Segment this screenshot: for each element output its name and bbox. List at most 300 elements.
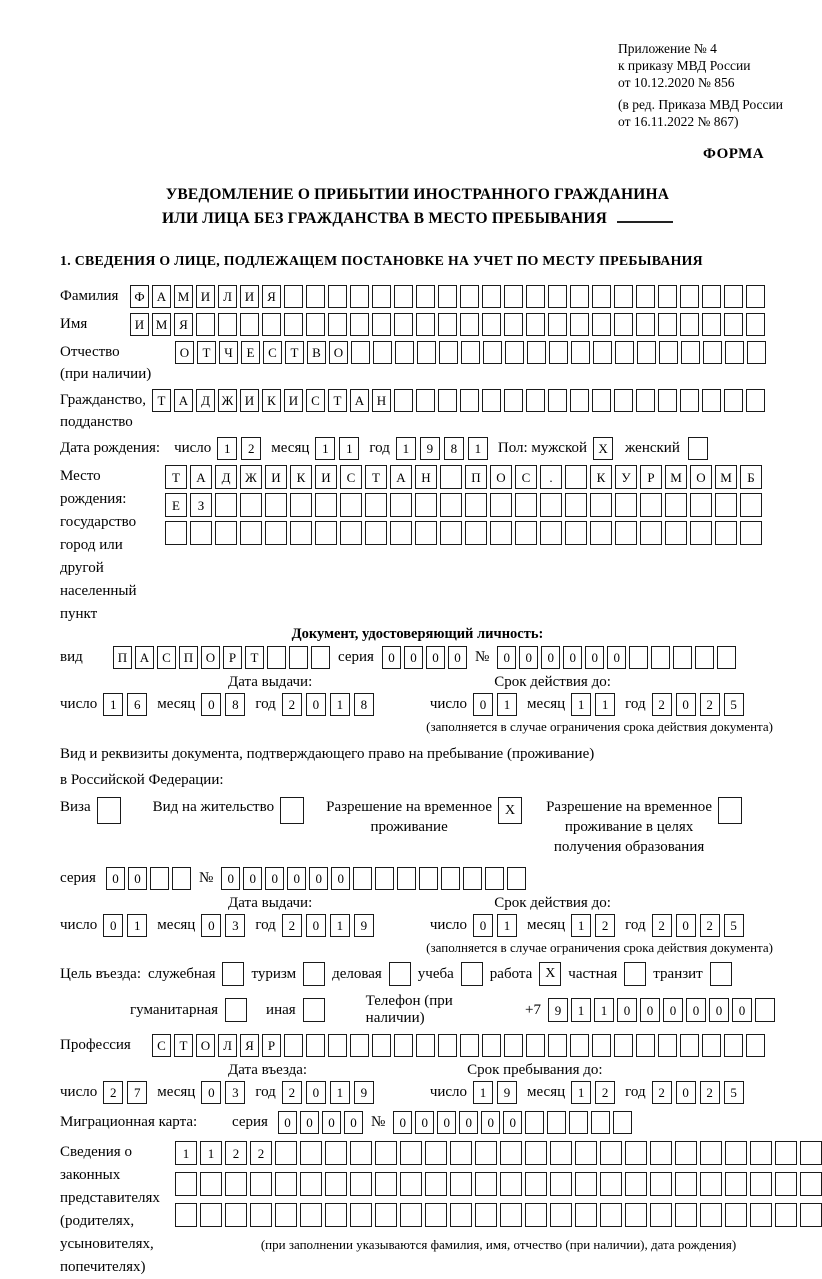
form-cell[interactable]: [700, 1141, 722, 1165]
form-cell[interactable]: Я: [174, 313, 193, 336]
form-cell[interactable]: Я: [240, 1034, 259, 1057]
form-cell[interactable]: [500, 1203, 522, 1227]
form-cell[interactable]: [570, 313, 589, 336]
form-cell[interactable]: [527, 341, 546, 364]
form-cell[interactable]: И: [284, 389, 303, 412]
form-cell[interactable]: [485, 867, 504, 890]
form-cell[interactable]: [658, 285, 677, 308]
form-cell[interactable]: [548, 389, 567, 412]
form-cell[interactable]: [725, 1172, 747, 1196]
form-cell[interactable]: К: [262, 389, 281, 412]
form-cell[interactable]: 2: [282, 693, 302, 716]
form-cell[interactable]: 1: [468, 437, 488, 460]
form-cell[interactable]: 1: [473, 1081, 493, 1104]
form-cell[interactable]: [482, 313, 501, 336]
form-cell[interactable]: [482, 285, 501, 308]
form-cell[interactable]: 6: [127, 693, 147, 716]
form-cell[interactable]: [483, 341, 502, 364]
form-cell[interactable]: С: [157, 646, 176, 669]
form-cell[interactable]: 0: [331, 867, 350, 890]
form-cell[interactable]: 8: [225, 693, 245, 716]
form-cell[interactable]: М: [152, 313, 171, 336]
form-cell[interactable]: [394, 389, 413, 412]
form-cell[interactable]: [300, 1203, 322, 1227]
temp-residence-checkbox[interactable]: X: [498, 797, 522, 824]
form-cell[interactable]: С: [306, 389, 325, 412]
form-cell[interactable]: [590, 493, 612, 517]
form-cell[interactable]: 1: [330, 914, 350, 937]
form-cell[interactable]: 0: [676, 1081, 696, 1104]
form-cell[interactable]: Н: [372, 389, 391, 412]
form-cell[interactable]: [614, 285, 633, 308]
form-cell[interactable]: [800, 1141, 822, 1165]
form-cell[interactable]: В: [307, 341, 326, 364]
form-cell[interactable]: [463, 867, 482, 890]
form-cell[interactable]: [525, 1203, 547, 1227]
form-cell[interactable]: [438, 285, 457, 308]
form-cell[interactable]: [613, 1111, 632, 1134]
form-cell[interactable]: [725, 341, 744, 364]
form-cell[interactable]: 1: [127, 914, 147, 937]
form-cell[interactable]: [548, 313, 567, 336]
form-cell[interactable]: Д: [215, 465, 237, 489]
form-cell[interactable]: [350, 1203, 372, 1227]
form-cell[interactable]: [600, 1141, 622, 1165]
form-cell[interactable]: 0: [201, 914, 221, 937]
form-cell[interactable]: [717, 646, 736, 669]
form-cell[interactable]: [328, 313, 347, 336]
form-cell[interactable]: [681, 341, 700, 364]
form-cell[interactable]: [465, 493, 487, 517]
form-cell[interactable]: 2: [225, 1141, 247, 1165]
form-cell[interactable]: [746, 389, 765, 412]
form-cell[interactable]: [265, 493, 287, 517]
form-cell[interactable]: [600, 1172, 622, 1196]
form-cell[interactable]: [750, 1141, 772, 1165]
form-cell[interactable]: [650, 1141, 672, 1165]
form-cell[interactable]: [394, 313, 413, 336]
form-cell[interactable]: [225, 1172, 247, 1196]
form-cell[interactable]: [505, 341, 524, 364]
form-cell[interactable]: 0: [663, 998, 683, 1022]
form-cell[interactable]: [747, 341, 766, 364]
form-cell[interactable]: И: [196, 285, 215, 308]
form-cell[interactable]: Л: [218, 285, 237, 308]
form-cell[interactable]: [775, 1141, 797, 1165]
form-cell[interactable]: 8: [354, 693, 374, 716]
form-cell[interactable]: 7: [127, 1081, 147, 1104]
form-cell[interactable]: [650, 1172, 672, 1196]
purpose-private-checkbox[interactable]: [624, 962, 646, 986]
form-cell[interactable]: [590, 521, 612, 545]
form-cell[interactable]: И: [130, 313, 149, 336]
form-cell[interactable]: [450, 1172, 472, 1196]
form-cell[interactable]: [636, 1034, 655, 1057]
form-cell[interactable]: [438, 313, 457, 336]
form-cell[interactable]: [240, 493, 262, 517]
form-cell[interactable]: [440, 465, 462, 489]
form-cell[interactable]: [365, 493, 387, 517]
form-cell[interactable]: Т: [152, 389, 171, 412]
form-cell[interactable]: Т: [285, 341, 304, 364]
form-cell[interactable]: 2: [652, 693, 672, 716]
form-cell[interactable]: Ф: [130, 285, 149, 308]
form-cell[interactable]: 2: [595, 914, 615, 937]
form-cell[interactable]: [665, 493, 687, 517]
form-cell[interactable]: [592, 1034, 611, 1057]
form-cell[interactable]: [675, 1203, 697, 1227]
form-cell[interactable]: 0: [732, 998, 752, 1022]
form-cell[interactable]: .: [540, 465, 562, 489]
form-cell[interactable]: [750, 1203, 772, 1227]
form-cell[interactable]: [289, 646, 308, 669]
form-cell[interactable]: [340, 521, 362, 545]
form-cell[interactable]: [526, 313, 545, 336]
form-cell[interactable]: [400, 1203, 422, 1227]
form-cell[interactable]: [400, 1172, 422, 1196]
form-cell[interactable]: 0: [563, 646, 582, 669]
form-cell[interactable]: [372, 285, 391, 308]
residence-permit-checkbox[interactable]: [280, 797, 304, 824]
form-cell[interactable]: [547, 1111, 566, 1134]
form-cell[interactable]: [306, 1034, 325, 1057]
form-cell[interactable]: [515, 493, 537, 517]
form-cell[interactable]: Ч: [219, 341, 238, 364]
form-cell[interactable]: [550, 1141, 572, 1165]
form-cell[interactable]: А: [190, 465, 212, 489]
form-cell[interactable]: [438, 389, 457, 412]
form-cell[interactable]: [680, 1034, 699, 1057]
form-cell[interactable]: Т: [197, 341, 216, 364]
form-cell[interactable]: [440, 493, 462, 517]
form-cell[interactable]: [415, 493, 437, 517]
form-cell[interactable]: [800, 1172, 822, 1196]
form-cell[interactable]: 2: [282, 914, 302, 937]
form-cell[interactable]: [262, 313, 281, 336]
form-cell[interactable]: [636, 313, 655, 336]
form-cell[interactable]: 0: [201, 693, 221, 716]
form-cell[interactable]: [565, 493, 587, 517]
form-cell[interactable]: [375, 1141, 397, 1165]
form-cell[interactable]: [350, 1034, 369, 1057]
form-cell[interactable]: К: [290, 465, 312, 489]
form-cell[interactable]: [353, 867, 372, 890]
form-cell[interactable]: [460, 313, 479, 336]
form-cell[interactable]: 0: [306, 914, 326, 937]
form-cell[interactable]: [629, 646, 648, 669]
form-cell[interactable]: 0: [221, 867, 240, 890]
form-cell[interactable]: [460, 285, 479, 308]
form-cell[interactable]: 2: [595, 1081, 615, 1104]
form-cell[interactable]: [571, 341, 590, 364]
form-cell[interactable]: 0: [344, 1111, 363, 1134]
form-cell[interactable]: [614, 313, 633, 336]
form-cell[interactable]: 0: [300, 1111, 319, 1134]
form-cell[interactable]: [372, 1034, 391, 1057]
form-cell[interactable]: [300, 1172, 322, 1196]
form-cell[interactable]: 1: [571, 998, 591, 1022]
form-cell[interactable]: [525, 1141, 547, 1165]
form-cell[interactable]: [746, 1034, 765, 1057]
form-cell[interactable]: П: [179, 646, 198, 669]
form-cell[interactable]: 1: [497, 693, 517, 716]
form-cell[interactable]: [450, 1203, 472, 1227]
form-cell[interactable]: 9: [548, 998, 568, 1022]
form-cell[interactable]: [373, 341, 392, 364]
form-cell[interactable]: [540, 493, 562, 517]
form-cell[interactable]: С: [263, 341, 282, 364]
form-cell[interactable]: [350, 313, 369, 336]
form-cell[interactable]: 1: [200, 1141, 222, 1165]
form-cell[interactable]: [397, 867, 416, 890]
form-cell[interactable]: [615, 341, 634, 364]
form-cell[interactable]: [416, 285, 435, 308]
form-cell[interactable]: [465, 521, 487, 545]
form-cell[interactable]: [375, 1172, 397, 1196]
form-cell[interactable]: [440, 521, 462, 545]
form-cell[interactable]: [700, 1172, 722, 1196]
form-cell[interactable]: [575, 1172, 597, 1196]
form-cell[interactable]: Т: [328, 389, 347, 412]
form-cell[interactable]: [525, 1172, 547, 1196]
form-cell[interactable]: 1: [497, 914, 517, 937]
form-cell[interactable]: [441, 867, 460, 890]
form-cell[interactable]: [365, 521, 387, 545]
form-cell[interactable]: А: [135, 646, 154, 669]
form-cell[interactable]: 0: [473, 914, 493, 937]
form-cell[interactable]: [746, 313, 765, 336]
form-cell[interactable]: З: [190, 493, 212, 517]
form-cell[interactable]: [460, 389, 479, 412]
purpose-official-checkbox[interactable]: [222, 962, 244, 986]
form-cell[interactable]: [475, 1203, 497, 1227]
form-cell[interactable]: П: [465, 465, 487, 489]
form-cell[interactable]: 1: [103, 693, 123, 716]
form-cell[interactable]: [290, 493, 312, 517]
form-cell[interactable]: 3: [225, 914, 245, 937]
purpose-study-checkbox[interactable]: [461, 962, 483, 986]
form-cell[interactable]: [565, 521, 587, 545]
form-cell[interactable]: [416, 389, 435, 412]
form-cell[interactable]: 0: [103, 914, 123, 937]
form-cell[interactable]: Р: [223, 646, 242, 669]
form-cell[interactable]: [526, 285, 545, 308]
form-cell[interactable]: [615, 521, 637, 545]
form-cell[interactable]: [325, 1203, 347, 1227]
form-cell[interactable]: [150, 867, 169, 890]
form-cell[interactable]: [275, 1141, 297, 1165]
form-cell[interactable]: Е: [241, 341, 260, 364]
form-cell[interactable]: [651, 646, 670, 669]
form-cell[interactable]: 1: [339, 437, 359, 460]
form-cell[interactable]: [425, 1203, 447, 1227]
form-cell[interactable]: Е: [165, 493, 187, 517]
form-cell[interactable]: [659, 341, 678, 364]
form-cell[interactable]: [702, 1034, 721, 1057]
form-cell[interactable]: 1: [217, 437, 237, 460]
form-cell[interactable]: [658, 1034, 677, 1057]
form-cell[interactable]: О: [196, 1034, 215, 1057]
form-cell[interactable]: [600, 1203, 622, 1227]
form-cell[interactable]: [351, 341, 370, 364]
form-cell[interactable]: [592, 285, 611, 308]
form-cell[interactable]: 0: [278, 1111, 297, 1134]
form-cell[interactable]: [702, 313, 721, 336]
form-cell[interactable]: [504, 285, 523, 308]
form-cell[interactable]: [200, 1172, 222, 1196]
purpose-transit-checkbox[interactable]: [710, 962, 732, 986]
form-cell[interactable]: Б: [740, 465, 762, 489]
form-cell[interactable]: [637, 341, 656, 364]
form-cell[interactable]: [419, 867, 438, 890]
visa-checkbox[interactable]: [97, 797, 121, 824]
form-cell[interactable]: 0: [541, 646, 560, 669]
form-cell[interactable]: 1: [571, 914, 591, 937]
form-cell[interactable]: [350, 1141, 372, 1165]
form-cell[interactable]: [400, 1141, 422, 1165]
form-cell[interactable]: У: [615, 465, 637, 489]
form-cell[interactable]: [475, 1172, 497, 1196]
form-cell[interactable]: [592, 313, 611, 336]
form-cell[interactable]: Р: [262, 1034, 281, 1057]
form-cell[interactable]: М: [715, 465, 737, 489]
form-cell[interactable]: 0: [519, 646, 538, 669]
form-cell[interactable]: И: [240, 389, 259, 412]
form-cell[interactable]: [690, 521, 712, 545]
form-cell[interactable]: 0: [676, 693, 696, 716]
form-cell[interactable]: [570, 285, 589, 308]
form-cell[interactable]: [550, 1172, 572, 1196]
form-cell[interactable]: [350, 285, 369, 308]
form-cell[interactable]: [570, 389, 589, 412]
form-cell[interactable]: [315, 493, 337, 517]
form-cell[interactable]: [755, 998, 775, 1022]
form-cell[interactable]: 0: [243, 867, 262, 890]
form-cell[interactable]: [675, 1172, 697, 1196]
form-cell[interactable]: [394, 285, 413, 308]
form-cell[interactable]: [490, 521, 512, 545]
form-cell[interactable]: [775, 1203, 797, 1227]
form-cell[interactable]: 1: [594, 998, 614, 1022]
form-cell[interactable]: [165, 521, 187, 545]
form-cell[interactable]: [724, 285, 743, 308]
form-cell[interactable]: 0: [265, 867, 284, 890]
form-cell[interactable]: 1: [175, 1141, 197, 1165]
form-cell[interactable]: [549, 341, 568, 364]
form-cell[interactable]: 0: [306, 693, 326, 716]
form-cell[interactable]: А: [390, 465, 412, 489]
form-cell[interactable]: 1: [571, 1081, 591, 1104]
form-cell[interactable]: 3: [225, 1081, 245, 1104]
form-cell[interactable]: [575, 1141, 597, 1165]
form-cell[interactable]: 2: [652, 1081, 672, 1104]
form-cell[interactable]: 0: [106, 867, 125, 890]
form-cell[interactable]: 5: [724, 1081, 744, 1104]
form-cell[interactable]: [690, 493, 712, 517]
form-cell[interactable]: 2: [250, 1141, 272, 1165]
form-cell[interactable]: 5: [724, 914, 744, 937]
form-cell[interactable]: 1: [571, 693, 591, 716]
form-cell[interactable]: И: [315, 465, 337, 489]
form-cell[interactable]: [724, 389, 743, 412]
form-cell[interactable]: 1: [315, 437, 335, 460]
form-cell[interactable]: [328, 1034, 347, 1057]
form-cell[interactable]: [482, 1034, 501, 1057]
form-cell[interactable]: Т: [245, 646, 264, 669]
form-cell[interactable]: [395, 341, 414, 364]
form-cell[interactable]: [265, 521, 287, 545]
form-cell[interactable]: [570, 1034, 589, 1057]
form-cell[interactable]: [196, 313, 215, 336]
form-cell[interactable]: 0: [459, 1111, 478, 1134]
form-cell[interactable]: [500, 1172, 522, 1196]
form-cell[interactable]: [746, 285, 765, 308]
form-cell[interactable]: 0: [287, 867, 306, 890]
form-cell[interactable]: [625, 1141, 647, 1165]
form-cell[interactable]: 1: [396, 437, 416, 460]
form-cell[interactable]: [540, 521, 562, 545]
form-cell[interactable]: [461, 341, 480, 364]
form-cell[interactable]: 0: [382, 646, 401, 669]
form-cell[interactable]: [175, 1172, 197, 1196]
form-cell[interactable]: [284, 285, 303, 308]
form-cell[interactable]: [504, 1034, 523, 1057]
form-cell[interactable]: [328, 285, 347, 308]
form-cell[interactable]: [375, 867, 394, 890]
form-cell[interactable]: 0: [497, 646, 516, 669]
form-cell[interactable]: 2: [103, 1081, 123, 1104]
form-cell[interactable]: П: [113, 646, 132, 669]
form-cell[interactable]: С: [515, 465, 537, 489]
form-cell[interactable]: И: [265, 465, 287, 489]
form-cell[interactable]: [675, 1141, 697, 1165]
form-cell[interactable]: [306, 313, 325, 336]
form-cell[interactable]: [325, 1141, 347, 1165]
form-cell[interactable]: [640, 521, 662, 545]
form-cell[interactable]: 1: [595, 693, 615, 716]
form-cell[interactable]: [591, 1111, 610, 1134]
form-cell[interactable]: 8: [444, 437, 464, 460]
form-cell[interactable]: [569, 1111, 588, 1134]
form-cell[interactable]: [700, 1203, 722, 1227]
form-cell[interactable]: [724, 1034, 743, 1057]
form-cell[interactable]: [702, 285, 721, 308]
form-cell[interactable]: [416, 1034, 435, 1057]
form-cell[interactable]: [680, 389, 699, 412]
form-cell[interactable]: [306, 285, 325, 308]
form-cell[interactable]: 0: [426, 646, 445, 669]
form-cell[interactable]: [740, 493, 762, 517]
form-cell[interactable]: [548, 285, 567, 308]
form-cell[interactable]: [703, 341, 722, 364]
form-cell[interactable]: [215, 521, 237, 545]
form-cell[interactable]: [175, 1203, 197, 1227]
form-cell[interactable]: [702, 389, 721, 412]
form-cell[interactable]: Ж: [240, 465, 262, 489]
form-cell[interactable]: [695, 646, 714, 669]
form-cell[interactable]: 0: [686, 998, 706, 1022]
form-cell[interactable]: [390, 521, 412, 545]
form-cell[interactable]: 9: [497, 1081, 517, 1104]
form-cell[interactable]: А: [174, 389, 193, 412]
form-cell[interactable]: С: [340, 465, 362, 489]
form-cell[interactable]: Д: [196, 389, 215, 412]
form-cell[interactable]: О: [201, 646, 220, 669]
form-cell[interactable]: [724, 313, 743, 336]
form-cell[interactable]: [250, 1172, 272, 1196]
form-cell[interactable]: 2: [282, 1081, 302, 1104]
form-cell[interactable]: [250, 1203, 272, 1227]
